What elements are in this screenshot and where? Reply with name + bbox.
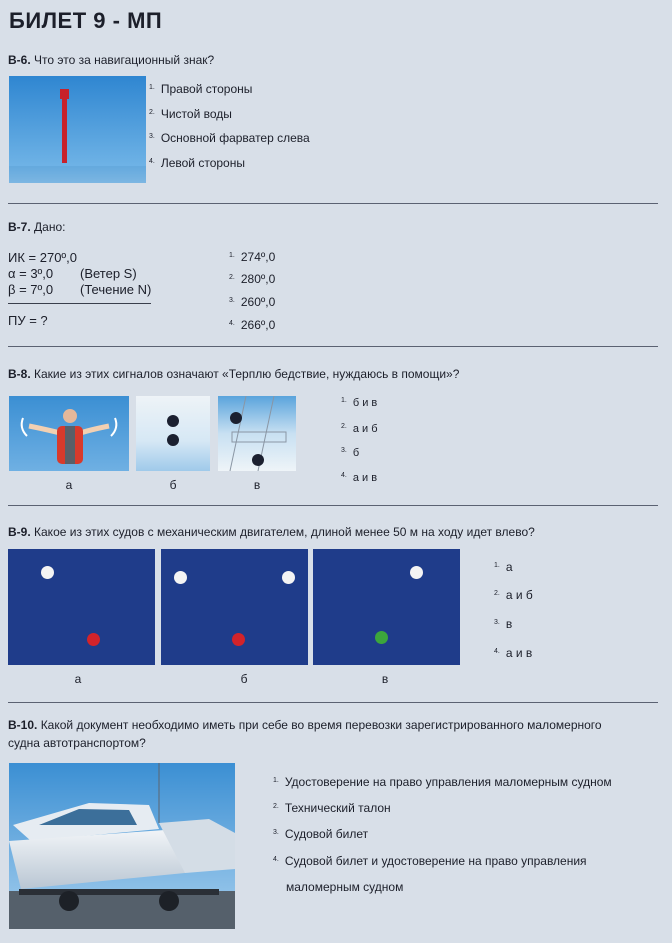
question-number: В-7.	[8, 220, 31, 234]
option-number: 4.	[149, 158, 155, 165]
question-number: В-6.	[8, 53, 31, 67]
q6-option-2[interactable]	[149, 107, 232, 121]
option-number: 2.	[273, 803, 279, 810]
option-number: 4.	[341, 472, 347, 479]
option-text: 266º,0	[240, 318, 276, 332]
q6-option-1[interactable]	[149, 82, 252, 96]
option-number: 4.	[494, 648, 500, 655]
question-7	[8, 219, 65, 235]
question-10	[8, 717, 602, 733]
option-text: а	[505, 560, 513, 574]
option-text: б	[352, 447, 360, 459]
q10-option-1[interactable]	[273, 775, 612, 789]
q9-option-1[interactable]	[494, 560, 513, 574]
option-number: 1.	[273, 777, 279, 784]
white-light	[174, 571, 187, 584]
option-text: а и б	[505, 588, 533, 602]
q10-option-3[interactable]	[273, 827, 368, 841]
option-number: 3.	[229, 297, 235, 304]
option-number: 4.	[229, 320, 235, 327]
option-text: Правой стороны	[160, 82, 253, 96]
option-text: Судовой билет	[284, 827, 369, 841]
question-text: Дано:	[34, 220, 66, 234]
ask-pu: ПУ = ?	[8, 313, 48, 328]
divider	[8, 702, 658, 703]
question-number: В-9.	[8, 525, 31, 539]
option-text: Левой стороны	[160, 156, 245, 170]
option-number: 1.	[494, 562, 500, 569]
option-number: 3.	[341, 447, 347, 454]
q7-option-3[interactable]	[229, 295, 275, 309]
caption-b: б	[240, 672, 248, 686]
nav-sign-image	[9, 76, 146, 183]
q6-option-4[interactable]	[149, 156, 245, 170]
q8-option-3[interactable]	[341, 447, 359, 459]
option-number: 3.	[273, 829, 279, 836]
q8-option-1[interactable]	[341, 397, 377, 409]
option-number: 2.	[494, 590, 500, 597]
signal-image-a	[9, 396, 129, 471]
green-light	[375, 631, 388, 644]
option-text: Удостоверение на право управления маломерным судном	[284, 775, 612, 789]
q7-option-4[interactable]	[229, 318, 275, 332]
option-text: 274º,0	[240, 250, 276, 264]
signal-image-b	[136, 396, 210, 471]
given-underline	[8, 303, 151, 304]
caption-a: а	[74, 672, 82, 686]
caption-v: в	[381, 672, 389, 686]
option-number: 1.	[149, 84, 155, 91]
q8-option-4[interactable]	[341, 472, 377, 484]
q6-option-3[interactable]	[149, 131, 310, 145]
divider	[8, 346, 658, 347]
option-text: 260º,0	[240, 295, 276, 309]
question-9	[8, 524, 535, 540]
option-text: а и в	[505, 646, 533, 660]
option-number: 3.	[149, 133, 155, 140]
question-number: В-10.	[8, 718, 38, 732]
caption-v: в	[253, 478, 261, 492]
option-text: Основной фарватер слева	[160, 131, 310, 145]
question-text: Какой документ необходимо иметь при себе во время перевозки зарегистрированного маломерного	[40, 718, 602, 732]
q7-option-1[interactable]	[229, 250, 275, 264]
option-number: 2.	[149, 109, 155, 116]
white-light	[41, 566, 54, 579]
option-text: Чистой воды	[160, 107, 232, 121]
q7-option-2[interactable]	[229, 272, 275, 286]
option-text: в	[505, 617, 513, 631]
option-number: 2.	[229, 274, 235, 281]
q9-option-3[interactable]	[494, 617, 512, 631]
question-number: В-8.	[8, 367, 31, 381]
red-light	[87, 633, 100, 646]
vessel-image-a	[8, 549, 155, 665]
option-text: б и в	[352, 397, 378, 409]
white-light	[410, 566, 423, 579]
option-number: 3.	[494, 619, 500, 626]
option-text: Судовой билет и удостоверение на право управления	[284, 854, 587, 868]
divider	[8, 505, 658, 506]
question-6	[8, 52, 214, 68]
q10-option-4-cont: маломерным судном	[286, 880, 404, 894]
question-text: Какое из этих судов с механическим двигателем, длиной менее 50 м на ходу идет влево?	[34, 525, 535, 539]
option-text: а и б	[352, 423, 378, 435]
red-light	[232, 633, 245, 646]
white-light	[282, 571, 295, 584]
vessel-image-v	[313, 549, 460, 665]
question-text: Какие из этих сигналов означают «Терплю бедствие, нуждаюсь в помощи»?	[34, 367, 460, 381]
given-ik: ИК = 270º,0	[8, 250, 78, 265]
caption-a: а	[65, 478, 73, 492]
caption-b: б	[169, 478, 177, 492]
vessel-image-b	[161, 549, 308, 665]
given-alpha-note: (Ветер S)	[80, 266, 137, 281]
option-text: а и в	[352, 472, 378, 484]
option-number: 1.	[341, 397, 347, 404]
option-text: 280º,0	[240, 272, 276, 286]
given-alpha: α = 3º,0	[8, 266, 54, 281]
q10-option-2[interactable]	[273, 801, 391, 815]
option-number: 1.	[229, 252, 235, 259]
question-8	[8, 366, 459, 382]
q9-option-4[interactable]	[494, 646, 532, 660]
q9-option-2[interactable]	[494, 588, 533, 602]
option-number: 2.	[341, 423, 347, 430]
given-beta: β = 7º,0	[8, 282, 54, 297]
question-text: Что это за навигационный знак?	[34, 53, 215, 67]
option-text: Технический талон	[284, 801, 391, 815]
option-number: 4.	[273, 856, 279, 863]
divider	[8, 203, 658, 204]
given-beta-note: (Течение N)	[80, 282, 152, 297]
boat-trailer-photo	[9, 763, 235, 929]
ticket-title: БИЛЕТ 9 - МП	[9, 8, 163, 33]
signal-image-v	[218, 396, 296, 471]
q10-option-4[interactable]	[273, 854, 587, 868]
q8-option-2[interactable]	[341, 423, 378, 435]
question-10-cont: судна автотранспортом?	[8, 736, 146, 750]
